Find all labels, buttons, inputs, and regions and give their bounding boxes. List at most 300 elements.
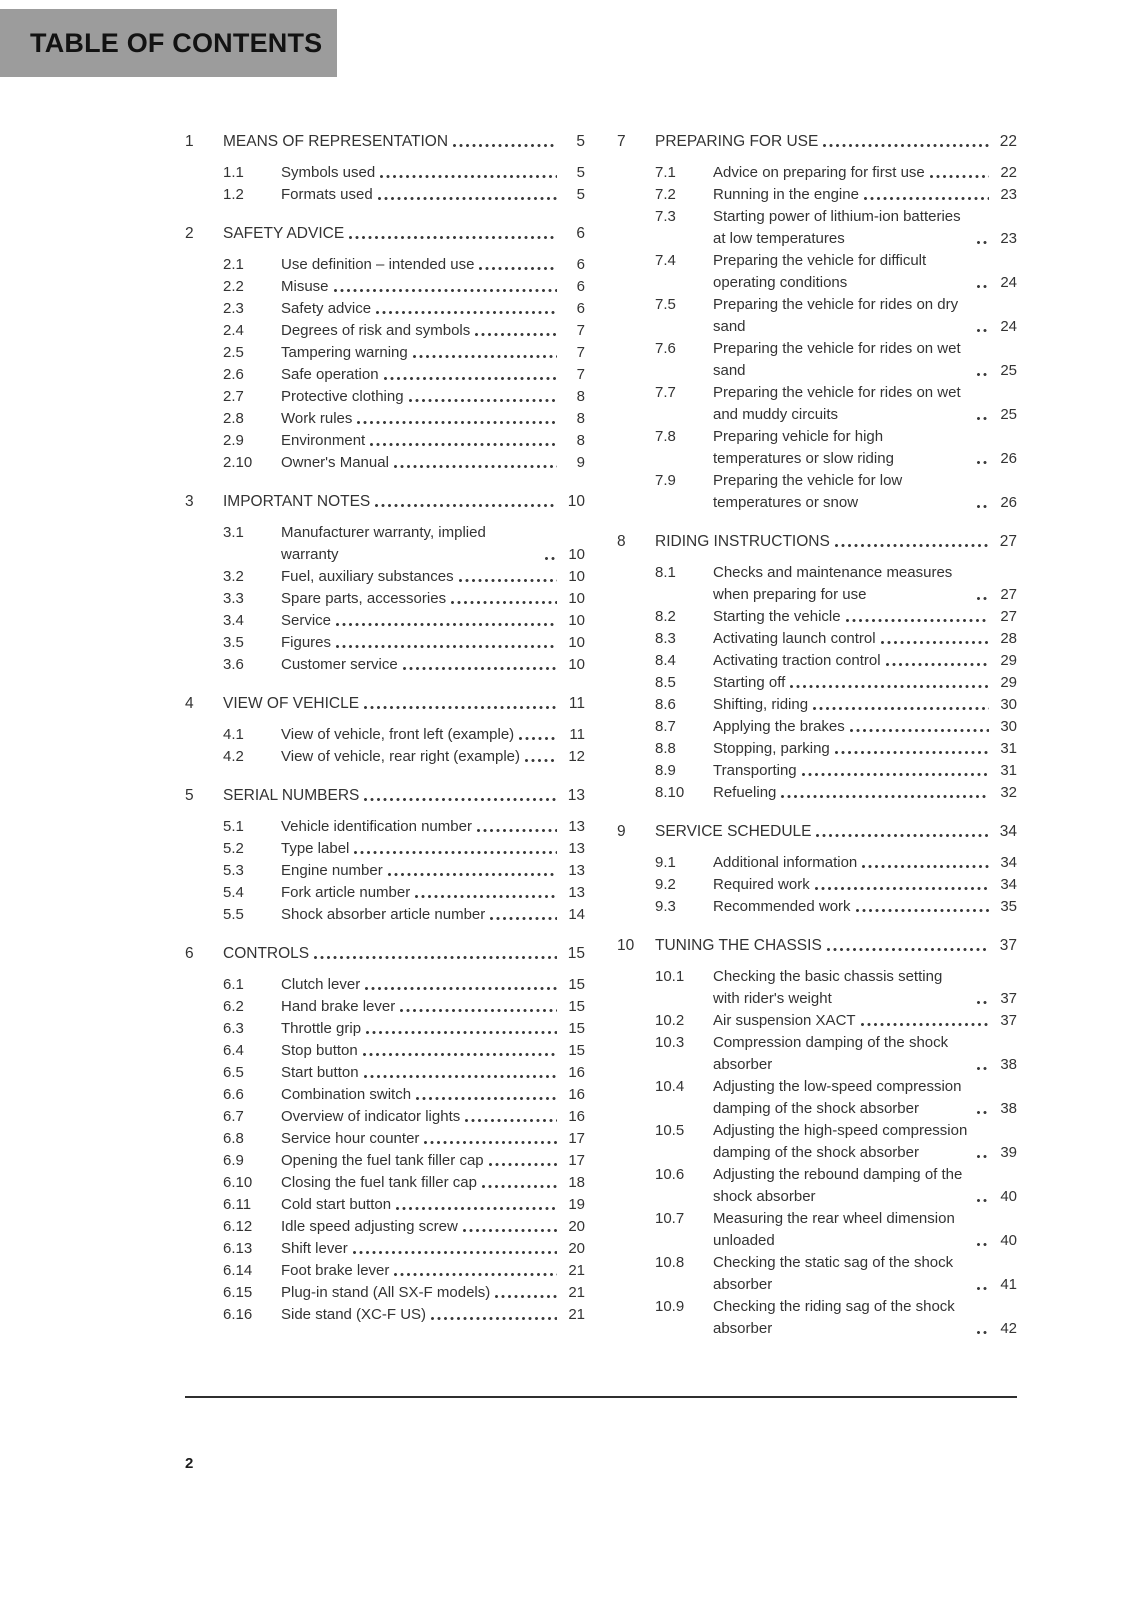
toc-item-3.6 xyxy=(185,654,585,676)
dot-leader xyxy=(977,1331,989,1336)
toc-entry-number: 8.6 xyxy=(655,696,676,713)
dot-leader xyxy=(376,311,557,316)
dot-leader xyxy=(482,1185,557,1190)
toc-section-6 xyxy=(185,943,585,1326)
dot-leader xyxy=(489,1163,557,1168)
toc-item-7.8 xyxy=(617,426,1017,470)
toc-entry-number: 3.5 xyxy=(223,634,244,651)
toc-entry-title: SAFETY ADVICE xyxy=(223,225,345,242)
toc-entry-number: 10.3 xyxy=(655,1034,685,1051)
toc-item-8.9 xyxy=(617,760,1017,782)
toc-entry-page: 8 xyxy=(576,388,585,405)
toc-section-6 xyxy=(185,943,585,965)
toc-column-2 xyxy=(617,131,1017,1340)
toc-entry-title: CONTROLS xyxy=(223,945,310,962)
toc-entry-number: 7.8 xyxy=(655,428,676,445)
dot-leader xyxy=(396,1207,557,1212)
toc-item-6.11 xyxy=(185,1194,585,1216)
toc-item-8.2 xyxy=(617,606,1017,628)
toc-item-2.8 xyxy=(185,408,585,430)
toc-section-5 xyxy=(185,785,585,926)
dot-leader xyxy=(816,834,989,839)
toc-section-1 xyxy=(185,131,585,206)
toc-entry-number: 6.11 xyxy=(223,1196,252,1213)
toc-entry-title: Fuel, auxiliary substances xyxy=(281,568,454,585)
toc-item-5.2 xyxy=(185,838,585,860)
toc-entry-title: Starting off xyxy=(713,674,786,691)
toc-item-7.1 xyxy=(617,162,1017,184)
toc-entry-number: 5.1 xyxy=(223,818,244,835)
dot-leader xyxy=(413,355,557,360)
toc-entry-page: 14 xyxy=(568,906,585,923)
toc-section-2 xyxy=(185,223,585,474)
toc-section-10 xyxy=(617,935,1017,1340)
dot-leader xyxy=(465,1119,557,1124)
toc-entry-title: Overview of indicator lights xyxy=(281,1108,461,1125)
toc-entry-page: 41 xyxy=(1000,1276,1017,1293)
toc-entry-page: 27 xyxy=(999,533,1017,550)
toc-entry-title: Transporting xyxy=(713,762,797,779)
toc-section-2 xyxy=(185,223,585,245)
dot-leader xyxy=(364,798,557,803)
toc-entry-number: 10.5 xyxy=(655,1122,685,1139)
dot-leader xyxy=(977,417,989,422)
toc-entry-title: Checking the basic chassis setting with rider's weight xyxy=(713,968,943,1007)
dot-leader xyxy=(366,1031,557,1036)
toc-entry-title: Combination switch xyxy=(281,1086,412,1103)
toc-entry-number: 6.8 xyxy=(223,1130,244,1147)
toc-section-4 xyxy=(185,693,585,715)
toc-entry-page: 29 xyxy=(1000,652,1017,669)
toc-entry-page: 25 xyxy=(1000,362,1017,379)
toc-entry-number: 2.7 xyxy=(223,388,244,405)
toc-entry-title: Preparing the vehicle for rides on wet and muddy circuits xyxy=(713,384,961,423)
dot-leader xyxy=(977,597,989,602)
toc-entry-number: 8.5 xyxy=(655,674,676,691)
toc-entry-title: Opening the fuel tank filler cap xyxy=(281,1152,484,1169)
toc-item-6.16 xyxy=(185,1304,585,1326)
toc-entry-title: Vehicle identification number xyxy=(281,818,472,835)
dot-leader xyxy=(475,333,557,338)
toc-entry-page: 15 xyxy=(568,1020,585,1037)
dot-leader xyxy=(977,373,989,378)
toc-entry-number: 4.2 xyxy=(223,748,244,765)
toc-item-6.12 xyxy=(185,1216,585,1238)
toc-entry-page: 17 xyxy=(568,1152,585,1169)
toc-entry-page: 34 xyxy=(1000,876,1017,893)
toc-entry-title: Shock absorber article number xyxy=(281,906,486,923)
toc-item-7.2 xyxy=(617,184,1017,206)
dot-leader xyxy=(823,144,989,149)
toc-entry-page: 27 xyxy=(1000,586,1017,603)
toc-entry-number: 2.8 xyxy=(223,410,244,427)
dot-leader xyxy=(977,461,989,466)
toc-entry-number: 10.4 xyxy=(655,1078,685,1095)
toc-entry-title: Preparing vehicle for high temperatures or slow riding xyxy=(713,428,894,467)
dot-leader xyxy=(861,1023,989,1028)
toc-entry-page: 13 xyxy=(568,818,585,835)
toc-entry-number: 6.7 xyxy=(223,1108,244,1125)
toc-entry-page: 26 xyxy=(1000,494,1017,511)
toc-entry-title: Protective clothing xyxy=(281,388,404,405)
dot-leader xyxy=(477,829,557,834)
toc-entry-title: Checking the static sag of the shock absorber xyxy=(713,1254,954,1293)
toc-item-9.1 xyxy=(617,852,1017,874)
toc-entry-page: 8 xyxy=(576,410,585,427)
toc-entry-number: 5 xyxy=(185,787,194,804)
toc-entry-title: Degrees of risk and symbols xyxy=(281,322,471,339)
toc-entry-title: Starting power of lithium-ion batteries at low temperatures xyxy=(713,208,961,247)
toc-column-1 xyxy=(185,131,585,1340)
toc-entry-number: 7.3 xyxy=(655,208,676,225)
toc-item-6.8 xyxy=(185,1128,585,1150)
toc-entry-number: 3 xyxy=(185,493,194,510)
dot-leader xyxy=(354,851,557,856)
dot-leader xyxy=(365,987,557,992)
dot-leader xyxy=(862,865,989,870)
toc-item-8.7 xyxy=(617,716,1017,738)
dot-leader xyxy=(353,1251,557,1256)
toc-entry-number: 2.3 xyxy=(223,300,244,317)
toc-entry-page: 28 xyxy=(1000,630,1017,647)
toc-entry-page: 7 xyxy=(576,344,585,361)
toc-entry-title: Shifting, riding xyxy=(713,696,809,713)
toc-entry-title: Plug-in stand (All SX-F models) xyxy=(281,1284,491,1301)
toc-item-10.5 xyxy=(617,1120,1017,1164)
toc-entry-page: 15 xyxy=(567,945,585,962)
toc-item-6.2 xyxy=(185,996,585,1018)
toc-entry-page: 32 xyxy=(1000,784,1017,801)
toc-entry-number: 6.4 xyxy=(223,1042,244,1059)
toc-entry-number: 7.2 xyxy=(655,186,676,203)
dot-leader xyxy=(357,421,557,426)
toc-item-6.7 xyxy=(185,1106,585,1128)
toc-entry-page: 8 xyxy=(576,432,585,449)
toc-item-6.13 xyxy=(185,1238,585,1260)
dot-leader xyxy=(864,197,989,202)
toc-entry-title: Safe operation xyxy=(281,366,379,383)
toc-section-5 xyxy=(185,785,585,807)
toc-item-2.9 xyxy=(185,430,585,452)
toc-entry-page: 16 xyxy=(568,1064,585,1081)
toc-entry-page: 22 xyxy=(999,133,1017,150)
dot-leader xyxy=(363,1053,557,1058)
toc-item-10.2 xyxy=(617,1010,1017,1032)
toc-entry-number: 6.13 xyxy=(223,1240,253,1257)
toc-item-8.10 xyxy=(617,782,1017,804)
toc-entry-page: 6 xyxy=(576,256,585,273)
toc-entry-title: Owner's Manual xyxy=(281,454,389,471)
toc-entry-number: 6.16 xyxy=(223,1306,253,1323)
toc-entry-number: 8.4 xyxy=(655,652,676,669)
toc-entry-number: 8.3 xyxy=(655,630,676,647)
toc-entry-number: 7.5 xyxy=(655,296,676,313)
toc-entry-page: 21 xyxy=(568,1284,585,1301)
dot-leader xyxy=(545,557,557,562)
toc-entry-title: Service xyxy=(281,612,332,629)
toc-item-10.7 xyxy=(617,1208,1017,1252)
toc-entry-title: Preparing the vehicle for rides on dry sand xyxy=(713,296,959,335)
toc-entry-title: Additional information xyxy=(713,854,858,871)
toc-entry-number: 6 xyxy=(185,945,194,962)
dot-leader xyxy=(802,773,989,778)
toc-entry-number: 7.6 xyxy=(655,340,676,357)
toc-entry-number: 8.2 xyxy=(655,608,676,625)
toc-entry-page: 10 xyxy=(568,656,585,673)
dot-leader xyxy=(815,887,989,892)
toc-entry-number: 6.2 xyxy=(223,998,244,1015)
dot-leader xyxy=(336,645,557,650)
toc-entry-number: 6.6 xyxy=(223,1086,244,1103)
toc-entry-title: Misuse xyxy=(281,278,329,295)
toc-section-8 xyxy=(617,531,1017,804)
toc-entry-number: 7 xyxy=(617,133,626,150)
toc-entry-page: 35 xyxy=(1000,898,1017,915)
toc-entry-number: 7.4 xyxy=(655,252,676,269)
toc-entry-page: 10 xyxy=(568,612,585,629)
toc-entry-number: 6.15 xyxy=(223,1284,253,1301)
dot-leader xyxy=(495,1295,557,1300)
toc-entry-title: Air suspension XACT xyxy=(713,1012,856,1029)
toc-item-7.6 xyxy=(617,338,1017,382)
toc-item-6.14 xyxy=(185,1260,585,1282)
dot-leader xyxy=(394,1273,557,1278)
toc-entry-page: 15 xyxy=(568,998,585,1015)
dot-leader xyxy=(453,144,557,149)
toc-entry-number: 9 xyxy=(617,823,626,840)
toc-item-5.5 xyxy=(185,904,585,926)
toc-entry-page: 13 xyxy=(568,884,585,901)
toc-entry-number: 8.8 xyxy=(655,740,676,757)
toc-entry-title: Customer service xyxy=(281,656,398,673)
toc-entry-page: 25 xyxy=(1000,406,1017,423)
toc-entry-number: 9.1 xyxy=(655,854,676,871)
toc-entry-number: 10.7 xyxy=(655,1210,685,1227)
dot-leader xyxy=(977,241,989,246)
dot-leader xyxy=(451,601,557,606)
toc-item-7.4 xyxy=(617,250,1017,294)
toc-entry-number: 3.1 xyxy=(223,524,244,541)
footer-divider xyxy=(185,1396,1017,1398)
toc-entry-title: Preparing the vehicle for rides on wet sand xyxy=(713,340,961,379)
toc-entry-title: Closing the fuel tank filler cap xyxy=(281,1174,477,1191)
toc-entry-page: 23 xyxy=(1000,230,1017,247)
toc-item-2.2 xyxy=(185,276,585,298)
toc-item-2.6 xyxy=(185,364,585,386)
toc-item-5.3 xyxy=(185,860,585,882)
toc-entry-page: 40 xyxy=(1000,1188,1017,1205)
toc-entry-title: Shift lever xyxy=(281,1240,348,1257)
toc-entry-title: View of vehicle, rear right (example) xyxy=(281,748,520,765)
toc-section-9 xyxy=(617,821,1017,918)
toc-section-7 xyxy=(617,131,1017,514)
toc-entry-page: 6 xyxy=(576,225,585,242)
dot-leader xyxy=(977,1067,989,1072)
toc-entry-title: Checks and maintenance measures when preparing for use xyxy=(713,564,953,603)
toc-entry-page: 5 xyxy=(576,186,585,203)
toc-entry-title: View of vehicle, front left (example) xyxy=(281,726,515,743)
toc-entry-number: 8 xyxy=(617,533,626,550)
toc-item-6.9 xyxy=(185,1150,585,1172)
toc-section-3 xyxy=(185,491,585,676)
dot-leader xyxy=(424,1141,557,1146)
toc-entry-title: SERVICE SCHEDULE xyxy=(655,823,812,840)
toc-entry-number: 1 xyxy=(185,133,194,150)
toc-item-2.5 xyxy=(185,342,585,364)
dot-leader xyxy=(977,1287,989,1292)
toc-entry-page: 23 xyxy=(1000,186,1017,203)
toc-entry-number: 6.1 xyxy=(223,976,244,993)
toc-entry-title: VIEW OF VEHICLE xyxy=(223,695,360,712)
toc-entry-page: 13 xyxy=(567,787,585,804)
toc-entry-number: 5.3 xyxy=(223,862,244,879)
toc-entry-title: Adjusting the high-speed compression damping of the shock absorber xyxy=(713,1122,968,1161)
toc-item-8.3 xyxy=(617,628,1017,650)
toc-entry-number: 5.5 xyxy=(223,906,244,923)
dot-leader xyxy=(349,236,557,241)
toc-entry-page: 19 xyxy=(568,1196,585,1213)
toc-entry-page: 12 xyxy=(568,748,585,765)
toc-item-3.4 xyxy=(185,610,585,632)
toc-item-2.1 xyxy=(185,254,585,276)
dot-leader xyxy=(790,685,989,690)
dot-leader xyxy=(364,1075,557,1080)
toc-entry-title: Clutch lever xyxy=(281,976,361,993)
toc-entry-page: 20 xyxy=(568,1218,585,1235)
toc-item-8.5 xyxy=(617,672,1017,694)
toc-section-3 xyxy=(185,491,585,513)
toc-entry-page: 37 xyxy=(1000,1012,1017,1029)
toc-item-2.3 xyxy=(185,298,585,320)
dot-leader xyxy=(409,399,557,404)
toc-entry-page: 9 xyxy=(576,454,585,471)
toc-entry-title: Tampering warning xyxy=(281,344,408,361)
toc-entry-number: 6.10 xyxy=(223,1174,253,1191)
toc-entry-page: 10 xyxy=(568,568,585,585)
page-title: TABLE OF CONTENTS xyxy=(30,27,323,58)
toc-item-6.4 xyxy=(185,1040,585,1062)
dot-leader xyxy=(977,1001,989,1006)
toc-item-1.2 xyxy=(185,184,585,206)
dot-leader xyxy=(977,1199,989,1204)
toc-entry-title: Hand brake lever xyxy=(281,998,396,1015)
dot-leader xyxy=(977,329,989,334)
page-number: 2 xyxy=(185,1455,194,1472)
dot-leader xyxy=(370,443,557,448)
toc-entry-title: Safety advice xyxy=(281,300,372,317)
dot-leader xyxy=(388,873,557,878)
dot-leader xyxy=(850,729,989,734)
toc-entry-number: 8.10 xyxy=(655,784,685,801)
toc-entry-number: 5.4 xyxy=(223,884,244,901)
toc-entry-number: 10.1 xyxy=(655,968,685,985)
toc-entry-page: 34 xyxy=(999,823,1017,840)
toc-entry-number: 9.2 xyxy=(655,876,676,893)
dot-leader xyxy=(431,1317,557,1322)
toc-entry-number: 10.9 xyxy=(655,1298,685,1315)
toc-entry-title: Manufacturer warranty, implied warranty xyxy=(281,524,486,563)
toc-section-7 xyxy=(617,131,1017,153)
toc-item-7.9 xyxy=(617,470,1017,514)
dot-leader xyxy=(519,737,557,742)
toc-entry-title: Activating launch control xyxy=(713,630,876,647)
toc-item-6.3 xyxy=(185,1018,585,1040)
toc-entry-title: Cold start button xyxy=(281,1196,392,1213)
toc-item-10.9 xyxy=(617,1296,1017,1340)
dot-leader xyxy=(479,267,557,272)
toc-entry-number: 6.9 xyxy=(223,1152,244,1169)
toc-entry-number: 7.7 xyxy=(655,384,676,401)
dot-leader xyxy=(490,917,557,922)
toc-item-10.1 xyxy=(617,966,1017,1010)
dot-leader xyxy=(525,759,557,764)
dot-leader xyxy=(930,175,989,180)
toc-section-9 xyxy=(617,821,1017,843)
dot-leader xyxy=(314,956,557,961)
dot-leader xyxy=(336,623,557,628)
toc-entry-page: 10 xyxy=(567,493,585,510)
toc-item-3.3 xyxy=(185,588,585,610)
toc-item-8.4 xyxy=(617,650,1017,672)
toc-item-10.4 xyxy=(617,1076,1017,1120)
toc-section-8 xyxy=(617,531,1017,553)
dot-leader xyxy=(835,544,989,549)
dot-leader xyxy=(384,377,557,382)
toc-entry-number: 3.3 xyxy=(223,590,244,607)
toc-item-10.8 xyxy=(617,1252,1017,1296)
toc-entry-title: Idle speed adjusting screw xyxy=(281,1218,458,1235)
toc-entry-number: 4 xyxy=(185,695,194,712)
toc-entry-title: Applying the brakes xyxy=(713,718,845,735)
toc-entry-page: 34 xyxy=(1000,854,1017,871)
toc-entry-number: 6.3 xyxy=(223,1020,244,1037)
toc-entry-number: 3.4 xyxy=(223,612,244,629)
toc-entry-title: IMPORTANT NOTES xyxy=(223,493,371,510)
toc-entry-page: 5 xyxy=(576,164,585,181)
toc-entry-page: 31 xyxy=(1000,762,1017,779)
toc-item-8.8 xyxy=(617,738,1017,760)
dot-leader xyxy=(881,641,989,646)
toc-entry-page: 21 xyxy=(568,1306,585,1323)
toc-entry-number: 8.9 xyxy=(655,762,676,779)
toc-item-3.2 xyxy=(185,566,585,588)
toc-entry-number: 2.6 xyxy=(223,366,244,383)
toc-entry-number: 3.2 xyxy=(223,568,244,585)
toc-entry-number: 2 xyxy=(185,225,194,242)
toc-entry-title: Fork article number xyxy=(281,884,411,901)
toc-entry-number: 1.2 xyxy=(223,186,244,203)
toc-entry-page: 6 xyxy=(576,300,585,317)
dot-leader xyxy=(977,1111,989,1116)
toc-item-1.1 xyxy=(185,162,585,184)
toc-entry-title: Stopping, parking xyxy=(713,740,830,757)
toc-entry-page: 5 xyxy=(576,133,585,150)
toc-entry-page: 21 xyxy=(568,1262,585,1279)
toc-entry-title: Checking the riding sag of the shock absorber xyxy=(713,1298,955,1337)
page-header xyxy=(0,9,337,77)
toc-item-4.2 xyxy=(185,746,585,768)
dot-leader xyxy=(977,285,989,290)
toc-entry-number: 9.3 xyxy=(655,898,676,915)
toc-entry-page: 7 xyxy=(576,366,585,383)
toc-entry-page: 10 xyxy=(568,634,585,651)
toc-entry-title: Compression damping of the shock absorber xyxy=(713,1034,949,1073)
toc-item-2.10 xyxy=(185,452,585,474)
toc-entry-title: Engine number xyxy=(281,862,383,879)
toc-entry-page: 13 xyxy=(568,862,585,879)
toc-entry-title: Recommended work xyxy=(713,898,851,915)
toc-entry-title: Measuring the rear wheel dimension unloaded xyxy=(713,1210,955,1249)
